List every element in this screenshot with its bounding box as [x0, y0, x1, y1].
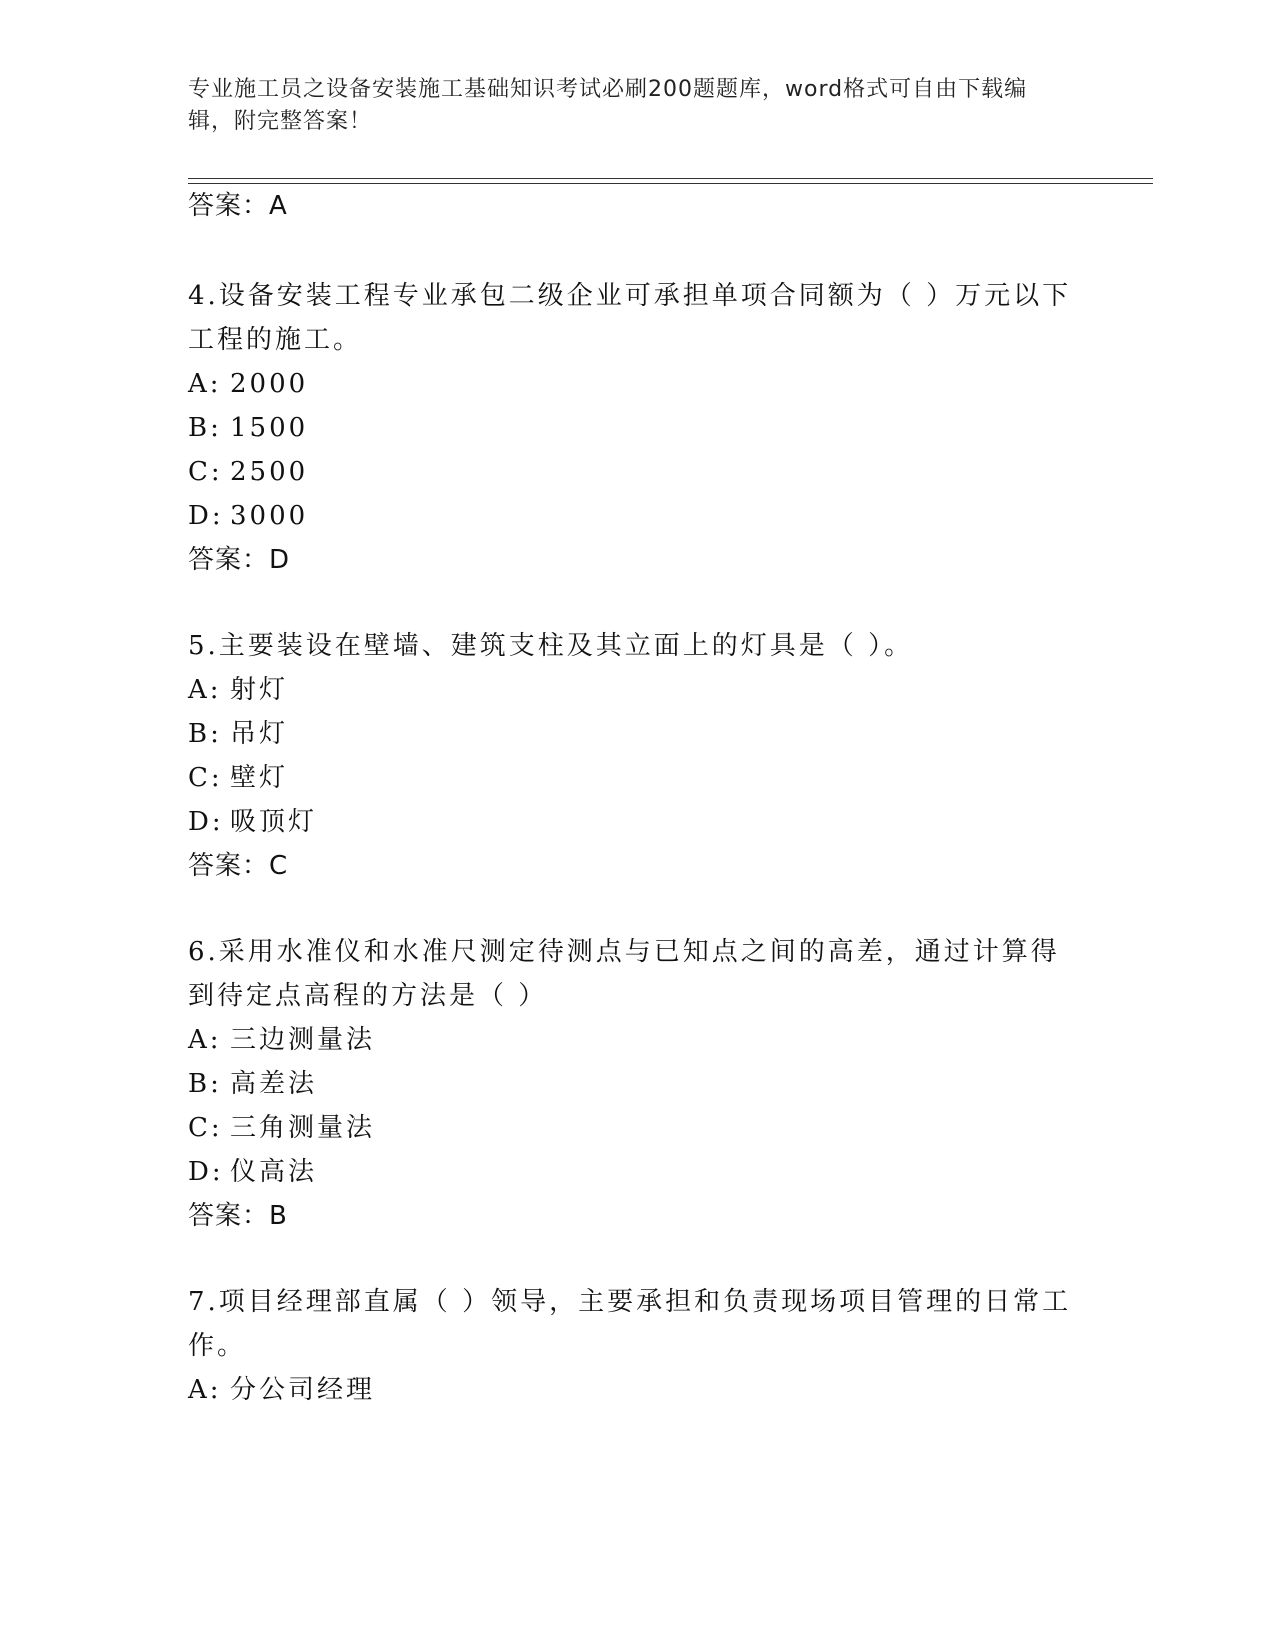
option-text: 吸顶灯: [230, 807, 318, 837]
document-header: 专业施工员之设备安装施工基础知识考试必刷200题题库，word格式可自由下载编辑，附完整答案！: [188, 77, 1028, 134]
option-text: 壁灯: [230, 763, 289, 793]
question-6-stem-line-2: 到待定点高程的方法是（ ）: [188, 981, 548, 1011]
question-4-option-c: [188, 452, 308, 492]
question-5-option-a: [188, 670, 288, 710]
option-key: C:: [188, 457, 223, 487]
answer-q4: 答案：D: [188, 545, 291, 575]
option-key: A:: [188, 1025, 222, 1055]
option-text: 射灯: [230, 675, 289, 705]
option-text: 分公司经理: [230, 1375, 376, 1405]
question-6-option-d: [188, 1152, 317, 1192]
answer-q5: 答案：C: [188, 851, 289, 881]
option-key: B:: [188, 719, 222, 749]
option-key: D:: [188, 501, 224, 531]
option-key: A:: [188, 1375, 222, 1405]
question-5-option-c: [188, 758, 288, 798]
option-text: 1500: [230, 413, 309, 443]
option-text: 吊灯: [230, 719, 289, 749]
question-7-option-a: [188, 1370, 375, 1410]
option-key: A:: [188, 675, 222, 705]
question-4-option-d: [188, 496, 308, 536]
answer-q3: 答案：A: [188, 191, 288, 221]
option-key: D:: [188, 1157, 224, 1187]
option-key: C:: [188, 1113, 223, 1143]
question-4-stem-line-2: 工程的施工。: [188, 325, 363, 355]
option-key: D:: [188, 807, 224, 837]
option-text: 仪高法: [230, 1157, 318, 1187]
header-divider-bottom: [188, 183, 1153, 184]
answer-q6: 答案：B: [188, 1201, 288, 1231]
question-5-option-b: [188, 714, 288, 754]
option-text: 高差法: [230, 1069, 318, 1099]
question-4-stem-line-1: 4.设备安装工程专业承包二级企业可承担单项合同额为（ ）万元以下: [188, 281, 1072, 311]
question-7-stem-line-2: 作。: [188, 1331, 247, 1361]
question-6-option-c: [188, 1108, 375, 1148]
option-key: B:: [188, 1069, 222, 1099]
question-4-option-b: [188, 408, 308, 448]
option-text: 3000: [230, 501, 309, 531]
header-divider-top: [188, 178, 1153, 179]
question-5-stem-line-1: 5.主要装设在壁墙、建筑支柱及其立面上的灯具是（ ）。: [188, 631, 914, 661]
question-6-stem-line-1: 6.采用水准仪和水准尺测定待测点与已知点之间的高差，通过计算得: [188, 937, 1060, 967]
question-5-option-d: [188, 802, 317, 842]
question-4-option-a: [188, 364, 308, 404]
question-6-option-a: [188, 1020, 375, 1060]
option-key: B:: [188, 413, 222, 443]
question-6-option-b: [188, 1064, 317, 1104]
option-key: C:: [188, 763, 223, 793]
question-7-stem-line-1: 7.项目经理部直属（ ）领导，主要承担和负责现场项目管理的日常工: [188, 1287, 1072, 1317]
option-text: 2000: [230, 369, 309, 399]
option-key: A:: [188, 369, 222, 399]
option-text: 三角测量法: [230, 1113, 376, 1143]
option-text: 三边测量法: [230, 1025, 376, 1055]
option-text: 2500: [230, 457, 309, 487]
